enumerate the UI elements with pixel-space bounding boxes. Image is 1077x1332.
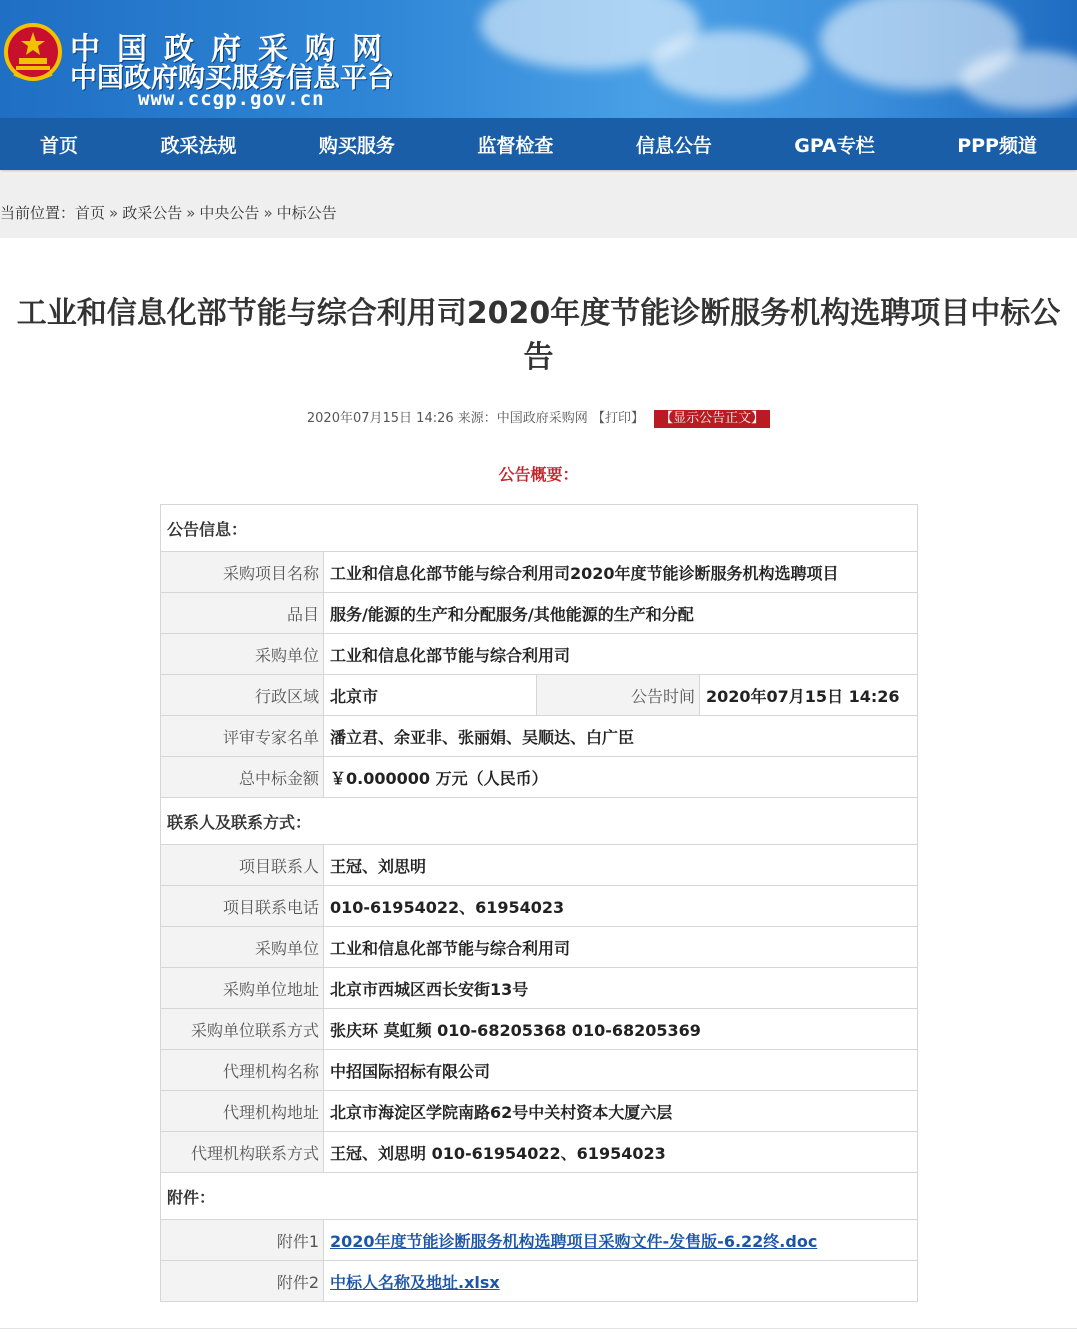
breadcrumb-prefix: 当前位置： <box>0 204 76 222</box>
table-row <box>161 798 918 845</box>
table-row <box>161 1220 918 1261</box>
nav-announcements[interactable]: 信息公告 <box>635 134 712 157</box>
table-row <box>161 593 918 634</box>
breadcrumb-award-notices[interactable]: 中标公告 <box>276 204 337 222</box>
project-phone-value: 010-61954022、61954023 <box>324 886 918 927</box>
row-label: 采购项目名称 <box>161 552 324 593</box>
attachment-2-link[interactable]: 中标人名称及地址.xlsx <box>330 1272 500 1292</box>
purchaser-contact-value: 张庆环 莫虹频 010-68205368 010-68205369 <box>324 1009 918 1050</box>
table-row <box>161 505 918 552</box>
row-label: 采购单位 <box>161 927 324 968</box>
table-row <box>161 634 918 675</box>
table-row <box>161 552 918 593</box>
table-row <box>161 968 918 1009</box>
purchaser-value: 工业和信息化部节能与综合利用司 <box>324 634 918 675</box>
logo-title[interactable]: 中国政府采购网 <box>70 32 399 67</box>
breadcrumb-separator: » <box>186 204 196 222</box>
table-row <box>161 1091 918 1132</box>
agency-address-value: 北京市海淀区学院南路62号中关村资本大厦六层 <box>324 1091 918 1132</box>
table-row <box>161 886 918 927</box>
section-header-attachments: 附件： <box>161 1173 918 1220</box>
section-header-info: 公告信息： <box>161 505 918 552</box>
award-amount-value: ￥0.000000 万元（人民币） <box>324 757 918 798</box>
site-banner <box>0 0 1077 118</box>
nav-regulations[interactable]: 政采法规 <box>160 134 237 157</box>
article-source: 来源：中国政府采购网 <box>457 411 588 426</box>
row-label: 附件2 <box>161 1261 324 1302</box>
row-label: 采购单位 <box>161 634 324 675</box>
row-label: 品目 <box>161 593 324 634</box>
row-label: 代理机构联系方式 <box>161 1132 324 1173</box>
breadcrumb-home[interactable]: 首页 <box>75 204 106 222</box>
nav-supervision[interactable]: 监督检查 <box>477 134 554 157</box>
table-row <box>161 1173 918 1220</box>
table-row <box>161 675 918 716</box>
table-row <box>161 1261 918 1302</box>
table-row <box>161 845 918 886</box>
breadcrumb-central-notices[interactable]: 中央公告 <box>199 204 260 222</box>
breadcrumb-bar <box>0 172 1077 238</box>
publish-datetime: 2020年07月15日 14:26 <box>306 411 454 426</box>
agency-name-value: 中招国际招标有限公司 <box>324 1050 918 1091</box>
project-contact-value: 王冠、刘思明 <box>324 845 918 886</box>
summary-heading: 公告概要： <box>498 465 579 484</box>
nav-purchase-services[interactable]: 购买服务 <box>318 134 395 157</box>
row-label: 评审专家名单 <box>161 716 324 757</box>
section-header-contact: 联系人及联系方式： <box>161 798 918 845</box>
logo-subtitle[interactable]: 中国政府购买服务信息平台 <box>70 63 394 94</box>
agency-contact-value: 王冠、刘思明 010-61954022、61954023 <box>324 1132 918 1173</box>
attachment-cell <box>324 1261 918 1302</box>
purchaser-address-value: 北京市西城区西长安街13号 <box>324 968 918 1009</box>
banner-cloud <box>960 50 1077 110</box>
breadcrumb-separator: » <box>109 204 119 222</box>
breadcrumb-separator: » <box>263 204 273 222</box>
table-row <box>161 1050 918 1091</box>
row-label: 采购单位地址 <box>161 968 324 1009</box>
announcement-info-table <box>160 504 918 1302</box>
region-value: 北京市 <box>324 675 537 716</box>
table-row <box>161 757 918 798</box>
nav-ppp[interactable]: PPP频道 <box>957 134 1037 157</box>
print-link[interactable]: 【打印】 <box>591 411 644 426</box>
row-label: 项目联系电话 <box>161 886 324 927</box>
table-row <box>161 1132 918 1173</box>
nav-home[interactable]: 首页 <box>40 134 79 157</box>
main-nav <box>0 118 1077 170</box>
experts-value: 潘立君、余亚非、张丽娟、吴顺达、白广臣 <box>324 716 918 757</box>
table-row <box>161 716 918 757</box>
publish-time-value: 2020年07月15日 14:26 <box>700 675 918 716</box>
row-label: 采购单位联系方式 <box>161 1009 324 1050</box>
divider <box>0 1328 1077 1329</box>
row-label: 附件1 <box>161 1220 324 1261</box>
breadcrumb-procurement-notices[interactable]: 政采公告 <box>122 204 183 222</box>
show-full-text-button[interactable]: 【显示公告正文】 <box>654 410 770 428</box>
breadcrumb <box>0 202 337 223</box>
category-value: 服务/能源的生产和分配服务/其他能源的生产和分配 <box>324 593 918 634</box>
logo-url: www.ccgp.gov.cn <box>138 88 325 110</box>
row-label: 总中标金额 <box>161 757 324 798</box>
row-label: 项目联系人 <box>161 845 324 886</box>
row-label: 代理机构名称 <box>161 1050 324 1091</box>
project-name-value: 工业和信息化部节能与综合利用司2020年度节能诊断服务机构选聘项目 <box>324 552 918 593</box>
national-emblem-icon[interactable] <box>4 22 62 84</box>
banner-cloud <box>650 30 810 100</box>
purchaser-unit-value: 工业和信息化部节能与综合利用司 <box>324 927 918 968</box>
table-row <box>161 927 918 968</box>
nav-gpa[interactable]: GPA专栏 <box>794 134 875 157</box>
row-label: 行政区域 <box>161 675 324 716</box>
page-title: 工业和信息化部节能与综合利用司2020年度节能诊断服务机构选聘项目中标公告 <box>16 296 1061 375</box>
table-row <box>161 1009 918 1050</box>
article-meta <box>0 407 1077 428</box>
attachment-1-link[interactable]: 2020年度节能诊断服务机构选聘项目采购文件-发售版-6.22终.doc <box>330 1231 818 1251</box>
attachment-cell <box>324 1220 918 1261</box>
row-label: 公告时间 <box>537 675 700 716</box>
row-label: 代理机构地址 <box>161 1091 324 1132</box>
